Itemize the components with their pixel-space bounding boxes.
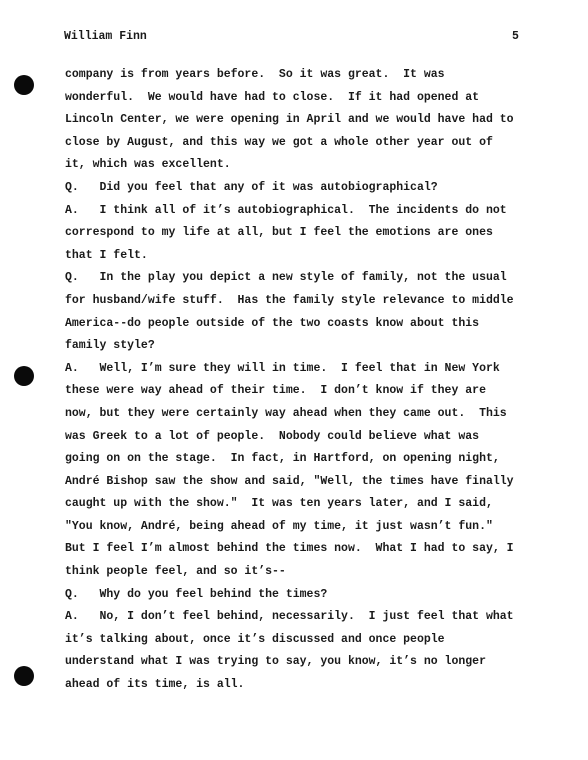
- answer-line: A. I think all of it’s autobiographical. The incidents do not: [65, 203, 507, 217]
- text-line: caught up with the show." It was ten years later, and I said,: [65, 497, 493, 511]
- text-line: understand what I was trying to say, you know, it’s no longer: [65, 655, 486, 669]
- text-line: think people feel, and so it’s--: [65, 565, 286, 579]
- question-line: Q. Why do you feel behind the times?: [65, 587, 328, 601]
- text-line: wonderful. We would have had to close. If it had opened at: [65, 90, 480, 104]
- question-line: Q. In the play you depict a new style of family, not the usual: [65, 271, 507, 285]
- text-line: correspond to my life at all, but I feel the emotions are ones: [65, 226, 493, 240]
- header-interviewee-name: William Finn: [64, 30, 147, 43]
- binder-hole: [14, 366, 34, 386]
- binder-hole: [14, 75, 34, 95]
- text-line: that I felt.: [65, 248, 148, 262]
- answer-line: A. Well, I’m sure they will in time. I feel that in New York: [65, 361, 500, 375]
- answer-line: A. No, I don’t feel behind, necessarily. I just feel that what: [65, 610, 514, 624]
- page-number: 5: [512, 30, 519, 43]
- text-line: now, but they were certainly way ahead when they came out. This: [65, 406, 507, 420]
- text-line: ahead of its time, is all.: [65, 678, 245, 692]
- text-line: America--do people outside of the two coasts know about this: [65, 316, 480, 330]
- text-line: "You know, André, being ahead of my time, it just wasn’t fun.": [65, 519, 493, 533]
- text-line: family style?: [65, 339, 155, 353]
- binder-hole: [14, 666, 34, 686]
- text-line: it, which was excellent.: [65, 158, 231, 172]
- text-line: But I feel I’m almost behind the times now. What I had to say, I: [65, 542, 514, 556]
- text-line: close by August, and this way we got a whole other year out of: [65, 135, 493, 149]
- text-line: going on on the stage. In fact, in Hartford, on opening night,: [65, 452, 500, 466]
- text-line: company is from years before. So it was great. It was: [65, 68, 445, 81]
- text-line: these were way ahead of their time. I don’t know if they are: [65, 384, 486, 398]
- text-line: André Bishop saw the show and said, "Well, the times have finally: [65, 474, 514, 488]
- question-line: Q. Did you feel that any of it was autobiographical?: [65, 180, 438, 194]
- text-line: was Greek to a lot of people. Nobody could believe what was: [65, 429, 480, 443]
- text-line: it’s talking about, once it’s discussed and once people: [65, 632, 445, 646]
- text-line: Lincoln Center, we were opening in April and we would have had to: [65, 113, 514, 127]
- transcript-body: [65, 64, 535, 697]
- text-line: for husband/wife stuff. Has the family style relevance to middle: [65, 293, 514, 307]
